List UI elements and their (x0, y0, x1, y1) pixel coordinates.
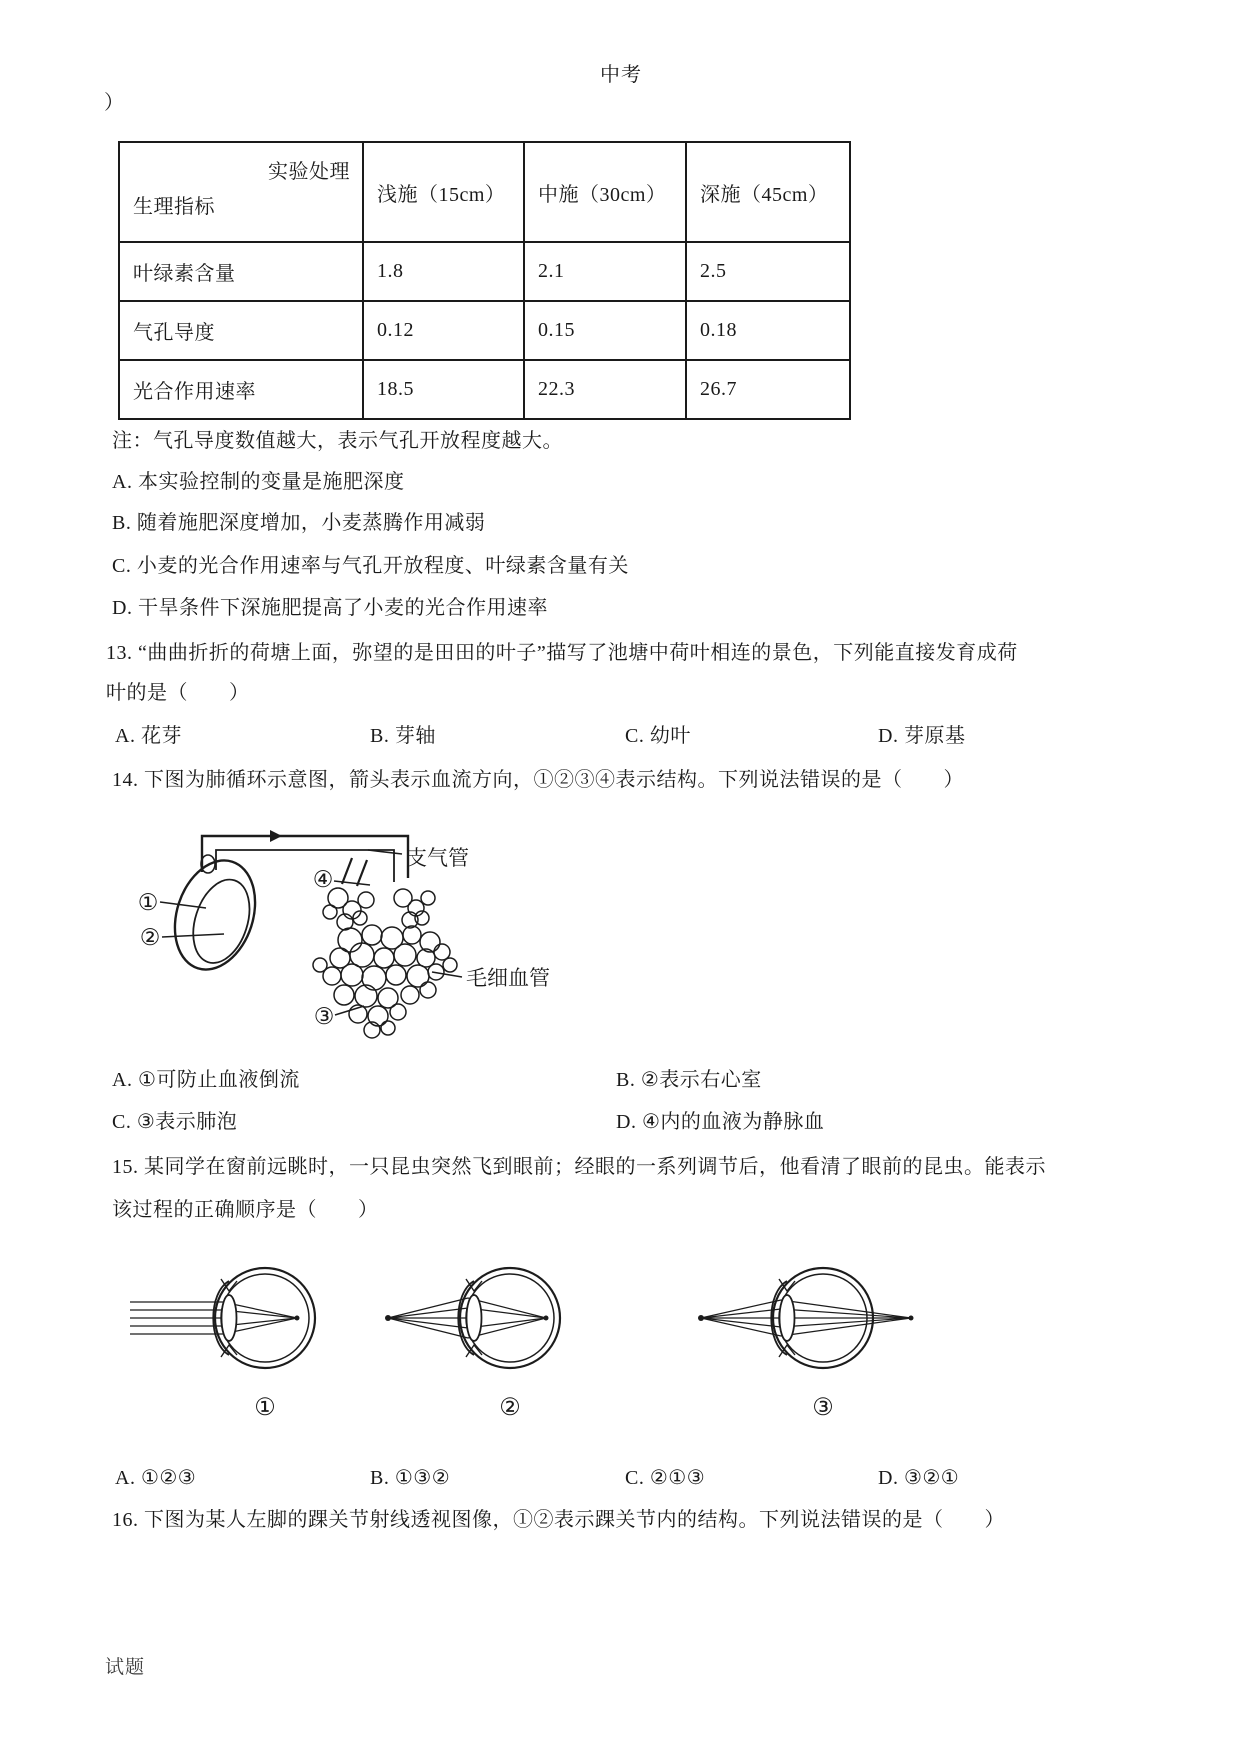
q14-lung-circulation-diagram (120, 820, 590, 1050)
circled-1-icon: ① (137, 890, 159, 915)
row-label: 气孔导度 (119, 301, 363, 360)
eye-diagram-3 (698, 1268, 914, 1368)
vessel-outer (202, 836, 408, 878)
cell-value: 26.7 (686, 360, 850, 419)
question-15-line2: 该过程的正确顺序是（ ） (112, 1199, 379, 1221)
question-15-line1: 15. 某同学在窗前远眺时，一只昆虫突然飞到眼前；经眼的一系列调节后，他看清了眼前的昆虫。能表示 (112, 1156, 1046, 1178)
eye-label-1: ① (254, 1395, 276, 1421)
column-header: 浅施（15cm） (363, 142, 524, 242)
cell-value: 18.5 (363, 360, 524, 419)
cell-value: 2.5 (686, 242, 850, 301)
option-12-a: A. 本实验控制的变量是施肥深度 (112, 471, 405, 493)
option-15-b: B. ①③② (370, 1467, 451, 1489)
eye-label-2: ② (499, 1395, 521, 1421)
circled-3-icon: ③ (313, 1004, 335, 1029)
cell-value: 1.8 (363, 242, 524, 301)
option-13-c: C. 幼叶 (625, 725, 691, 747)
vessel-inner (216, 850, 394, 882)
column-header: 深施（45cm） (686, 142, 850, 242)
bronchus-label: 支气管 (406, 846, 469, 870)
question-13-line2: 叶的是（ ） (106, 682, 250, 704)
option-15-d: D. ③②① (878, 1467, 960, 1489)
cell-value: 0.18 (686, 301, 850, 360)
option-13-b: B. 芽轴 (370, 725, 436, 747)
circled-4-icon: ④ (312, 867, 334, 892)
callout-capillary (432, 972, 462, 977)
option-14-c: C. ③表示肺泡 (112, 1111, 238, 1133)
experiment-table (118, 141, 851, 420)
eye-label-3: ③ (812, 1395, 834, 1421)
option-15-c: C. ②①③ (625, 1467, 706, 1489)
question-16-text: 16. 下图为某人左脚的踝关节射线透视图像，①②表示踝关节内的结构。下列说法错误的是（ ） (112, 1509, 1005, 1531)
table-row (119, 301, 850, 360)
cell-value: 0.15 (524, 301, 686, 360)
option-12-b: B. 随着施肥深度增加，小麦蒸腾作用减弱 (112, 512, 486, 534)
row-label: 叶绿素含量 (119, 242, 363, 301)
option-13-d: D. 芽原基 (878, 725, 966, 747)
bronchus-line (357, 860, 367, 886)
eye-diagram-1 (130, 1268, 315, 1368)
question-13-line1: 13. “曲曲折折的荷塘上面，弥望的是田田的叶子”描写了池塘中荷叶相连的景色，下列能直接发育成荷 (106, 642, 1018, 664)
option-12-d: D. 干旱条件下深施肥提高了小麦的光合作用速率 (112, 597, 548, 619)
option-14-a: A. ①可防止血液倒流 (112, 1069, 300, 1091)
corner-label-indicator: 生理指标 (133, 196, 215, 218)
table-row (119, 242, 850, 301)
cell-value: 22.3 (524, 360, 686, 419)
flow-arrow-icon (270, 830, 282, 842)
capillary-label: 毛细血管 (466, 966, 550, 990)
cell-value: 0.12 (363, 301, 524, 360)
option-15-a: A. ①②③ (115, 1467, 197, 1489)
cell-value: 2.1 (524, 242, 686, 301)
row-label: 光合作用速率 (119, 360, 363, 419)
eye-diagram-2 (385, 1268, 560, 1368)
table-note: 注：气孔导度数值越大，表示气孔开放程度越大。 (112, 430, 563, 452)
option-13-a: A. 花芽 (115, 725, 182, 747)
page-title: 中考 (600, 64, 642, 86)
heart-outline (162, 850, 269, 980)
q15-eye-diagrams (95, 1243, 975, 1423)
stray-paren: ） (104, 92, 125, 114)
callout-4 (334, 881, 370, 885)
alveoli-cluster (313, 888, 457, 1038)
column-header: 中施（30cm） (524, 142, 686, 242)
option-14-b: B. ②表示右心室 (616, 1069, 762, 1091)
bronchus-line (342, 858, 352, 884)
table-corner-cell (119, 142, 363, 242)
corner-label-treatment: 实验处理 (268, 161, 350, 183)
question-14-text: 14. 下图为肺循环示意图，箭头表示血流方向，①②③④表示结构。下列说法错误的是（ ） (112, 769, 964, 791)
page-footer: 试题 (105, 1657, 146, 1678)
option-14-d: D. ④内的血液为静脉血 (616, 1111, 825, 1133)
option-12-c: C. 小麦的光合作用速率与气孔开放程度、叶绿素含量有关 (112, 555, 629, 577)
circled-2-icon: ② (139, 925, 161, 950)
heart-inner-wall (183, 872, 259, 970)
table-row (119, 360, 850, 419)
